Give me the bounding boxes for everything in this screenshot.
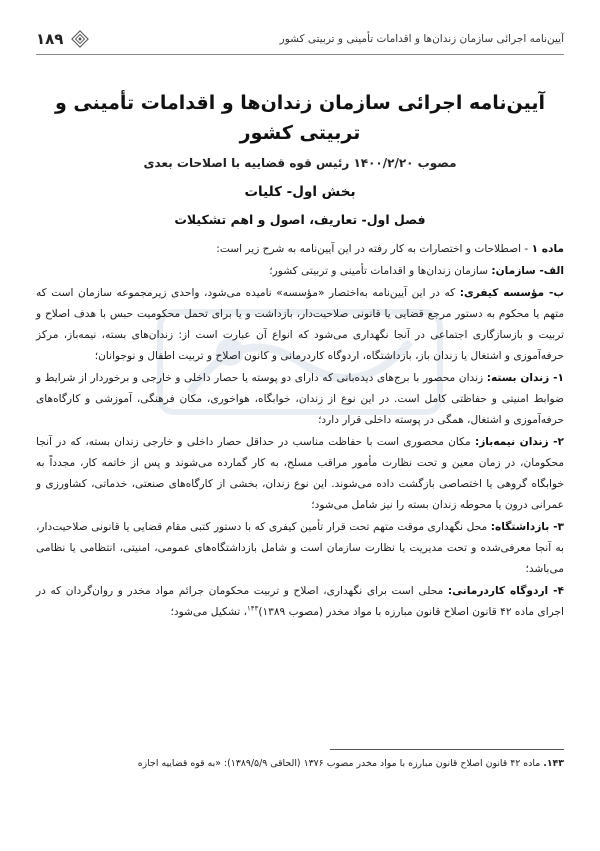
footnote-reference[interactable]: ۱۴۳ — [247, 604, 259, 613]
paragraph-label: الف- سازمان: — [491, 265, 564, 277]
paragraph-text: محل نگهداری موقت متهم تحت قرار تأمین کیفری که با دستور کتبی مقام قضایی یا قانونی صلاحیت‌دار، به آنجا معرفی‌شده و تحت مدیریت یا نظارت سازمان است و شامل بازداشتگاه‌های عمومی، امنیتی، انتظامی یا نظامی می‌باشد؛ — [36, 521, 564, 575]
paragraph-text: - اصطلاحات و اختصارات به کار رفته در این آیین‌نامه به شرح زیر است: — [216, 243, 532, 255]
paragraph-semi-open-prison — [36, 432, 564, 516]
paragraph-text: زندان محصور با برج‌های دیده‌بانی که دارای دو پوسته یا حصار داخلی و خارجی و برخوردار از شرایط و ضوابط امنیتی و حفاظتی کامل است. در این نوع از زندان، خوابگاه، هواخوری، مکان فرهنگی، آموزشی و کارگاه‌های حرفه‌آموزی و اشتغال، همگی در پوسته داخلی قرار دارد؛ — [36, 372, 564, 426]
footnote — [36, 758, 564, 769]
section-heading: بخش اول- کلیات — [244, 184, 356, 200]
paragraph-text: محلی است برای نگهداری، اصلاح و تربیت محکومان جرائم مواد مخدر و روان‌گردان که در اجرای ماده ۴۲ قانون اصلاح قانون مبارزه با مواد مخدر (مصوب ۱۳۸۹) — [36, 585, 564, 618]
paragraph-label: ب- مؤسسه کیفری: — [459, 287, 564, 299]
paragraph-text: سازمان زندان‌ها و اقدامات تأمینی و تربیتی کشور؛ — [269, 265, 492, 277]
header-divider — [36, 54, 564, 55]
footnote-number: ۱۴۳. — [543, 758, 564, 769]
footnote-text: ماده ۴۲ قانون اصلاح قانون مبارزه با مواد مخدر مصوب ۱۳۷۶ (الحاقی ۱۳۸۹/۵/۹): «به قوه قضاییه اجازه — [137, 758, 544, 769]
diamond-ornament-icon — [71, 30, 89, 48]
header-page-number-group — [36, 30, 89, 48]
page-header — [36, 26, 564, 52]
paragraph-tail: ، تشکیل می‌شود؛ — [170, 606, 248, 618]
paragraph-definition-organization — [36, 261, 564, 282]
chapter-heading: فصل اول- تعاریف، اصول و اهم تشکیلات — [174, 212, 426, 227]
page-number: ۱۸۹ — [36, 30, 64, 48]
paragraph-label: ۴- اردوگاه کاردرمانی: — [447, 585, 564, 597]
paragraph-label: ماده ۱ — [531, 243, 564, 255]
paragraph-detention-center — [36, 517, 564, 580]
footnote-divider — [330, 749, 564, 750]
approval-line: مصوب ۱۴۰۰/۲/۲۰ رئیس قوه قضاییه با اصلاحات بعدی — [143, 156, 457, 170]
paragraph-text: که در این آیین‌نامه به‌اختصار «مؤسسه» نامیده می‌شود، واحدی زیرمجموعه سازمان است که متهم یا محکوم به دستور مرجع قضایی یا قانونی صلاحیت‌دار، بازداشت و یا برای تحمل محکومیت حبس با هدف اصلاح و تربیت و بازسازگاری اجتماعی در آنجا نگهداری می‌شود که انواع آن عبارت است از: زندان‌های بسته، نیمه‌باز، مرکز حرفه‌آموزی و اشتغال یا زندان باز، بازداشتگاه، اردوگاه کاردرمانی و کانون اصلاح و تربیت اطفال و نوجوانان؛ — [36, 287, 564, 362]
paragraph-label: ۳- بازداشتگاه: — [490, 521, 564, 533]
paragraph-text: مکان محصوری است با حفاظت مناسب در حداقل حصار داخلی و خارجی زندان بسته، که در آنجا محکومان، در زمان معین و تحت نظارت مأمور مراقب مسلح، به کار گمارده می‌شوند و پس از خاتمه کار، مجدداً به خوابگاه گروهی یا اختصاصی بازگشت داده می‌شوند. این نوع زندان، بخشی از کارگاه‌های صنعتی، خدماتی، کشاورزی و عمرانی درون یا محوطه زندان بسته را نیز شامل می‌شود؛ — [36, 436, 564, 511]
paragraph-definition-institution — [36, 283, 564, 367]
running-title: آیین‌نامه اجرائی سازمان زندان‌ها و اقدامات تأمینی و تربیتی کشور — [279, 33, 564, 45]
paragraph-label: ۲- زندان نیمه‌باز: — [474, 436, 565, 448]
paragraph-closed-prison — [36, 368, 564, 431]
paragraph-labor-camp — [36, 581, 564, 623]
document-title: آیین‌نامه اجرائی سازمان زندان‌ها و اقدامات تأمینی و تربیتی کشور — [54, 92, 546, 144]
document-body — [36, 62, 564, 624]
paragraph-label: ۱- زندان بسته: — [486, 372, 564, 384]
paragraph-article-1 — [36, 239, 564, 260]
